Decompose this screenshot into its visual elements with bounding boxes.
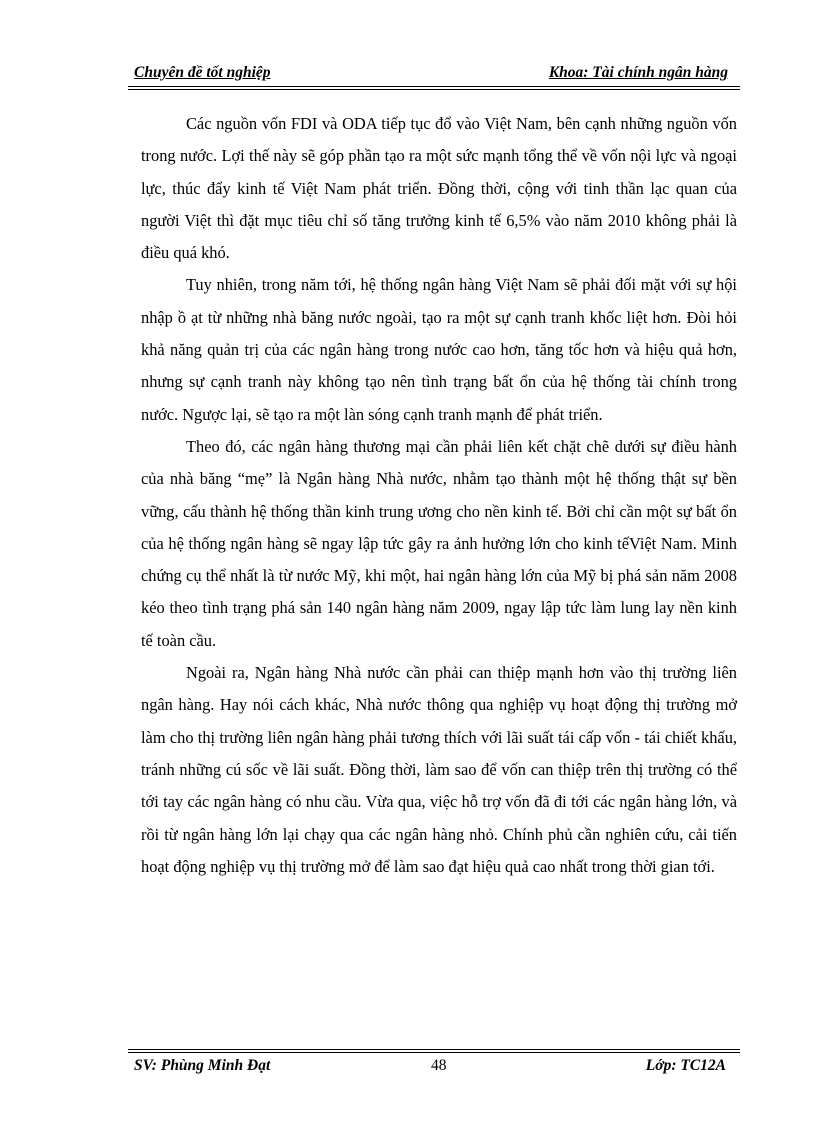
footer-page-number: 48 — [431, 1057, 447, 1074]
footer-rule-double — [128, 1052, 740, 1053]
header-thesis-title: Chuyên đề tốt nghiệp — [134, 64, 271, 81]
header-faculty: Khoa: Tài chính ngân hàng — [548, 64, 728, 81]
footer-rule — [128, 1049, 740, 1050]
footer-class: Lớp: TC12A — [645, 1057, 726, 1074]
paragraph: Các nguồn vốn FDI và ODA tiếp tục đổ vào Việt Nam, bên cạnh những nguồn vốn trong nước. Lợi thế này sẽ góp phần tạo ra một sức mạnh tổng thể về vốn nội lực và ngoại lực, thúc đẩy kinh tế Việt Nam phát triển. Đồng thời, cộng với tinh thần lạc quan của người Việt thì đặt mục tiêu chỉ số tăng trưởng kinh tế 6,5% vào năm 2010 không phải là điều quá khó. — [141, 114, 737, 263]
header-rule-double — [128, 89, 740, 90]
page-header — [128, 62, 738, 86]
header-rule — [128, 86, 740, 87]
paragraph: Theo đó, các ngân hàng thương mại cần phải liên kết chặt chẽ dưới sự điều hành của nhà băng “mẹ” là Ngân hàng Nhà nước, nhằm tạo thành một hệ thống thật sự bền vững, cấu thành hệ thống thần kinh trung ương cho nền kinh tế. Bởi chỉ cần một sự bất ổn của hệ thống ngân hàng sẽ ngay lập tức gây ra ảnh hưởng lớn cho kinh tếViệt Nam. Minh chứng cụ thể nhất là từ nước Mỹ, khi một, hai ngân hàng lớn của Mỹ bị phá sản năm 2008 kéo theo tình trạng phá sản 140 ngân hàng năm 2009, ngay lập tức làm lung lay nền kinh tế toàn cầu. — [141, 436, 737, 650]
page-footer — [128, 1057, 740, 1081]
paragraph: Ngoài ra, Ngân hàng Nhà nước cần phải can thiệp mạnh hơn vào thị trường liên ngân hàng. Hay nói cách khác, Nhà nước thông qua nghiệp vụ hoạt động thị trường mở làm cho thị trường liên ngân hàng phải tương thích với lãi suất tái cấp vốn - tái chiết khấu, tránh những cú sốc về lãi suất. Đồng thời, làm sao để vốn can thiệp trên thị trường có thể tới tay các ngân hàng có nhu cầu. Vừa qua, việc hỗ trợ vốn đã đi tới các ngân hàng lớn, và rồi từ ngân hàng lớn lại chạy qua các ngân hàng nhỏ. Chính phủ cần nghiên cứu, cải tiến hoạt động nghiệp vụ thị trường mở để làm sao đạt hiệu quả cao nhất trong thời gian tới. — [141, 663, 737, 876]
footer-student-name: SV: Phùng Minh Đạt — [134, 1057, 271, 1074]
paragraph: Tuy nhiên, trong năm tới, hệ thống ngân hàng Việt Nam sẽ phải đối mặt với sự hội nhập ồ ạt từ những nhà băng nước ngoài, tạo ra một sự cạnh tranh khốc liệt hơn. Đòi hỏi khả năng quản trị của các ngân hàng trong nước cao hơn, tăng tốc hơn và hiệu quả hơn, nhưng sự cạnh tranh này không tạo nên tình trạng bất ổn của hệ thống tài chính trong nước. Ngược lại, sẽ tạo ra một làn sóng cạnh tranh mạnh để phát triển. — [141, 275, 737, 424]
body-text — [141, 108, 737, 883]
